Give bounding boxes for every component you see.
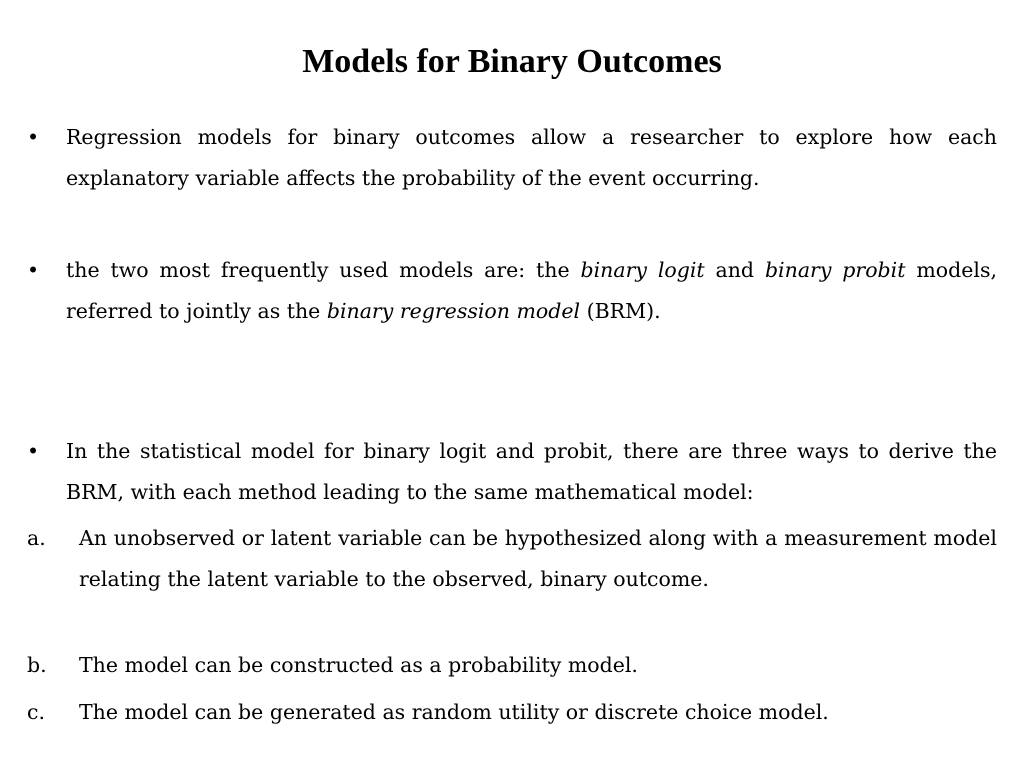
list-item-b [27,645,997,686]
bullet-text: In the statistical model for binary logit and probit, there are three ways to derive the BRM, with each method leading to the same mathematical model: [66,439,997,504]
bullet-marker: • [27,125,40,149]
list-item-a [27,518,997,600]
bullet-text-part: and [704,258,765,282]
list-item-text: The model can be constructed as a probability model. [79,653,638,677]
bullet-item [27,250,997,332]
list-marker: c. [27,700,45,724]
slide-title: Models for Binary Outcomes [302,43,722,80]
list-item-c [27,692,997,733]
list-marker: b. [27,653,47,677]
bullet-item [27,117,997,199]
list-item-text: An unobserved or latent variable can be hypothesized along with a measurement model relating the latent variable to the observed, binary outcome. [79,526,997,591]
binary-logit-term: binary logit [580,258,705,282]
bullet-text-part: (BRM). [580,299,661,323]
list-marker: a. [27,526,46,550]
bullet-marker: • [27,439,40,463]
bullet-marker: • [27,258,40,282]
list-item-text: The model can be generated as random utility or discrete choice model. [79,700,829,724]
bullet-text-part: models, referred to jointly as the [66,258,997,323]
bullet-text [66,250,997,332]
binary-probit-term: binary probit [764,258,906,282]
bullet-text-part: the two most frequently used models are: the [66,258,581,282]
bullet-text: Regression models for binary outcomes allow a researcher to explore how each explanatory variable affects the probability of the event occurring. [66,125,997,190]
bullet-item [27,431,997,513]
binary-regression-model-term: binary regression model [326,299,581,323]
